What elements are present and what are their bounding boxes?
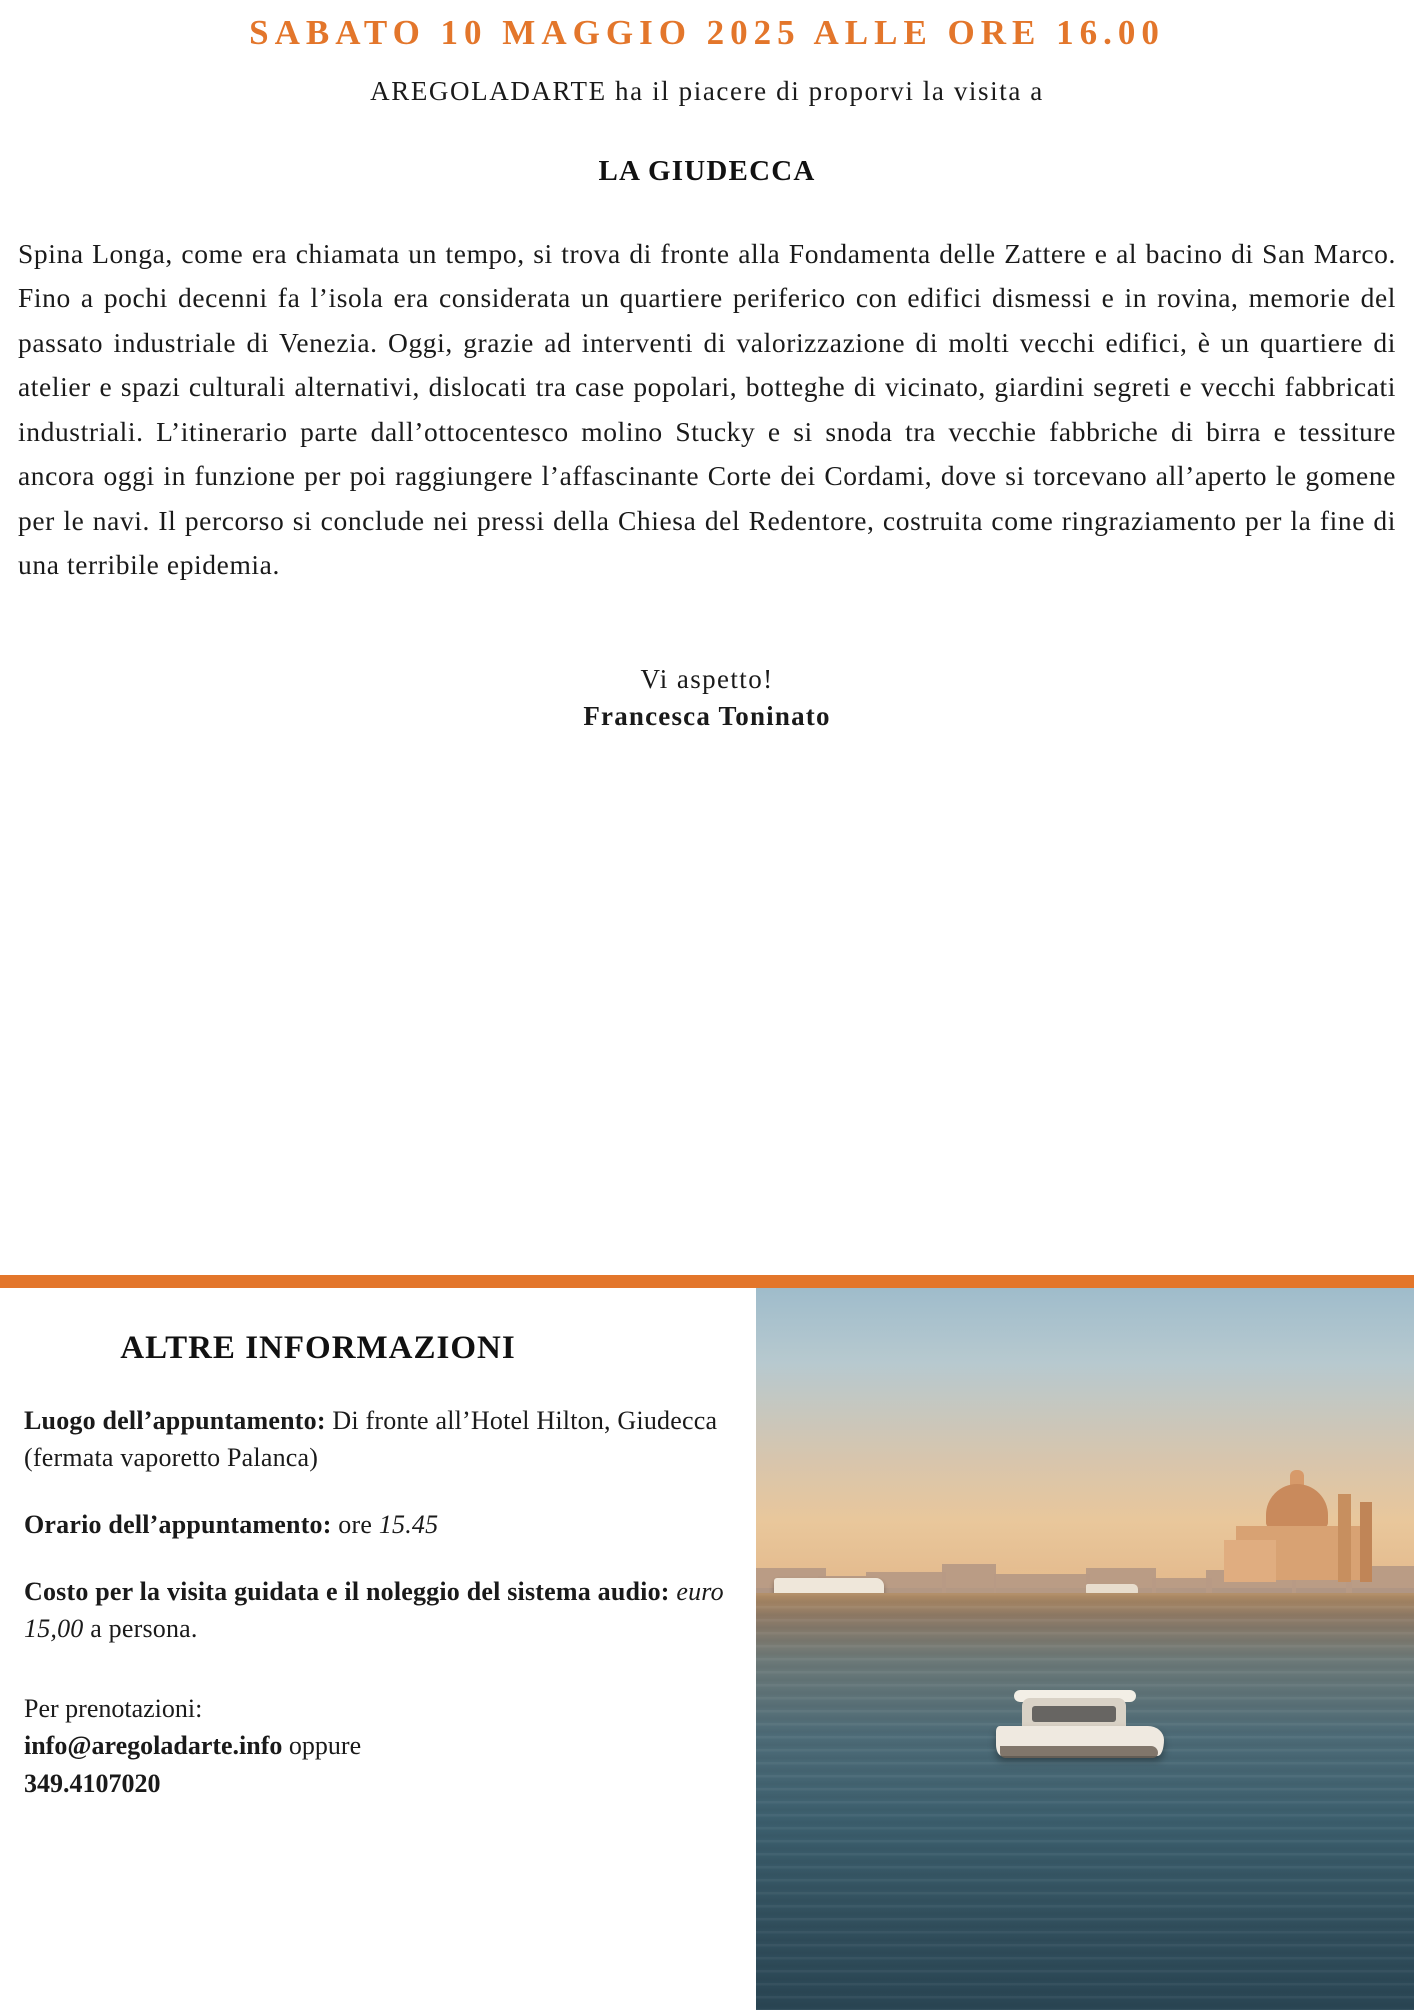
meeting-time-label: Orario dell’appuntamento: xyxy=(24,1509,332,1539)
info-title: ALTRE INFORMAZIONI xyxy=(120,1330,516,1366)
top-section xyxy=(0,10,1414,732)
info-column xyxy=(0,1288,756,2010)
meeting-time-value: 15.45 xyxy=(378,1509,439,1539)
motorboat xyxy=(996,1686,1164,1760)
booking-contact-line xyxy=(24,1727,732,1765)
signature: Francesca Toninato xyxy=(583,700,831,731)
lagoon-water xyxy=(756,1593,1414,2010)
cost-suffix: a persona. xyxy=(83,1613,198,1643)
description-paragraph: Spina Longa, come era chiamata un tempo, si trova di fronte alla Fondamenta delle Zattere e al bacino di San Marco. Fino a pochi decenni fa l’isola era considerata un quartiere periferico con edifici dismessi e in rovina, memorie del passato industriale di Venezia. Oggi, grazie ad interventi di valorizzazione di molti vecchi edifici, è un quartiere di atelier e spazi culturali alternativi, dislocati tra case popolari, botteghe di vicinato, giardini segreti e vecchi fabbricati industriali. L’itinerario parte dall’ottocentesco molino Stucky e si snoda tra vecchie fabbriche di birra e tessiture ancora oggi in funzione per poi raggiungere l’affascinante Corte dei Cordami, dove si torcevano all’aperto le gomene per le navi. Il percorso si conclude nei pressi della Chiesa del Redentore, costruita come ringraziamento per la fine di una terribile epidemia. xyxy=(18,237,1396,581)
email-suffix: oppure xyxy=(282,1731,362,1761)
meeting-place-block xyxy=(24,1403,732,1477)
page-title: LA GIUDECCA xyxy=(598,154,816,187)
cost-value: euro 15,00 xyxy=(24,1576,724,1643)
booking-block xyxy=(24,1690,732,1803)
booking-label: Per prenotazioni: xyxy=(24,1693,203,1723)
meeting-time-block xyxy=(24,1507,732,1544)
event-headline: SABATO 10 MAGGIO 2025 ALLE ORE 16.00 xyxy=(249,13,1165,52)
orange-divider xyxy=(0,1275,1414,1288)
phone-number[interactable]: 349.4107020 xyxy=(24,1768,161,1798)
closing-block xyxy=(10,664,1404,732)
organizer-subline: AREGOLADARTE ha il piacere di proporvi la visita a xyxy=(370,75,1044,106)
bottom-section xyxy=(0,1288,1414,2010)
venice-lagoon-photo xyxy=(756,1288,1414,2010)
poster-page xyxy=(0,10,1414,2010)
meeting-place-label: Luogo dell’appuntamento: xyxy=(24,1406,326,1435)
cost-label: Costo per la visita guidata e il noleggio del sistema audio: xyxy=(24,1576,670,1606)
email-link[interactable]: info@aregoladarte.info xyxy=(24,1731,283,1761)
redentore-church xyxy=(1200,1484,1390,1604)
cost-block xyxy=(24,1574,732,1648)
closing-line: Vi aspetto! xyxy=(640,663,774,694)
meeting-time-prefix: ore xyxy=(331,1509,379,1539)
meeting-place-value: Di fronte all’Hotel Hilton, Giudecca (fermata vaporetto Palanca) xyxy=(24,1406,718,1472)
